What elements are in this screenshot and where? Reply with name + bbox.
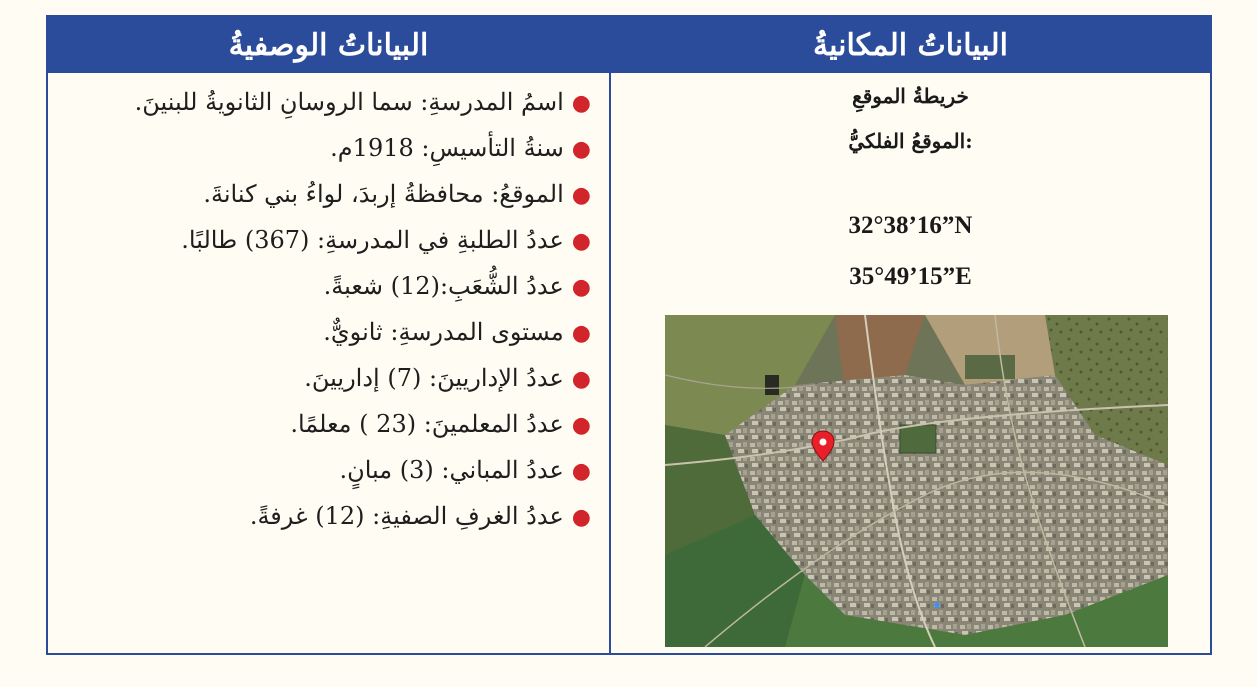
list-item: ●اسمُ المدرسةِ: سما الروسانِ الثانويةُ للبنينَ. xyxy=(134,88,591,116)
map-title: خريطةُ الموقعِ xyxy=(852,84,969,108)
list-item: ●عددُ المباني: (3) مبانٍ. xyxy=(339,456,591,484)
bullet-dot-icon: ● xyxy=(571,413,591,438)
list-item: ●الموقعُ: محافظةُ إربدَ، لواءُ بني كنانةَ. xyxy=(203,180,591,208)
bullet-dot-icon: ● xyxy=(571,505,591,530)
longitude-value: 35°49’15”E xyxy=(849,263,972,290)
bullet-dot-icon: ● xyxy=(571,137,591,162)
bullet-dot-icon: ● xyxy=(571,229,591,254)
data-table xyxy=(46,15,1212,655)
list-item: ●عددُ الغرفِ الصفيةِ: (12) غرفةً. xyxy=(249,502,591,530)
bullet-dot-icon: ● xyxy=(571,321,591,346)
list-item: ●عددُ المعلمينَ: (23 ) معلمًا. xyxy=(290,410,591,438)
spatial-data-header: البياناتُ المكانيةُ xyxy=(611,17,1210,73)
list-item: ●عددُ الشُّعَبِ:(12) شعبةً. xyxy=(323,272,591,300)
latitude-value: 32°38’16”N xyxy=(848,212,973,239)
list-item: ●مستوى المدرسةِ: ثانويٌّ. xyxy=(323,318,591,346)
bullet-dot-icon: ● xyxy=(571,367,591,392)
list-item: ●سنةُ التأسيسِ: 1918م. xyxy=(330,134,591,162)
spatial-data-column xyxy=(611,73,1210,653)
bullet-dot-icon: ● xyxy=(571,459,591,484)
bullet-dot-icon: ● xyxy=(571,275,591,300)
list-item: ●عددُ الإداريينَ: (7) إداريينَ. xyxy=(304,364,591,392)
bullet-dot-icon: ● xyxy=(571,183,591,208)
descriptive-data-header: البياناتُ الوصفيةُ xyxy=(48,17,609,73)
descriptive-list xyxy=(51,79,591,539)
list-item: ●عددُ الطلبةِ في المدرسةِ: (367) طالبًا. xyxy=(181,226,591,254)
descriptive-data-column xyxy=(48,73,609,653)
satellite-map-image xyxy=(665,315,1168,647)
astronomical-location-label: الموقعُ الفلكيُّ: xyxy=(848,129,973,153)
bullet-dot-icon: ● xyxy=(571,91,591,116)
